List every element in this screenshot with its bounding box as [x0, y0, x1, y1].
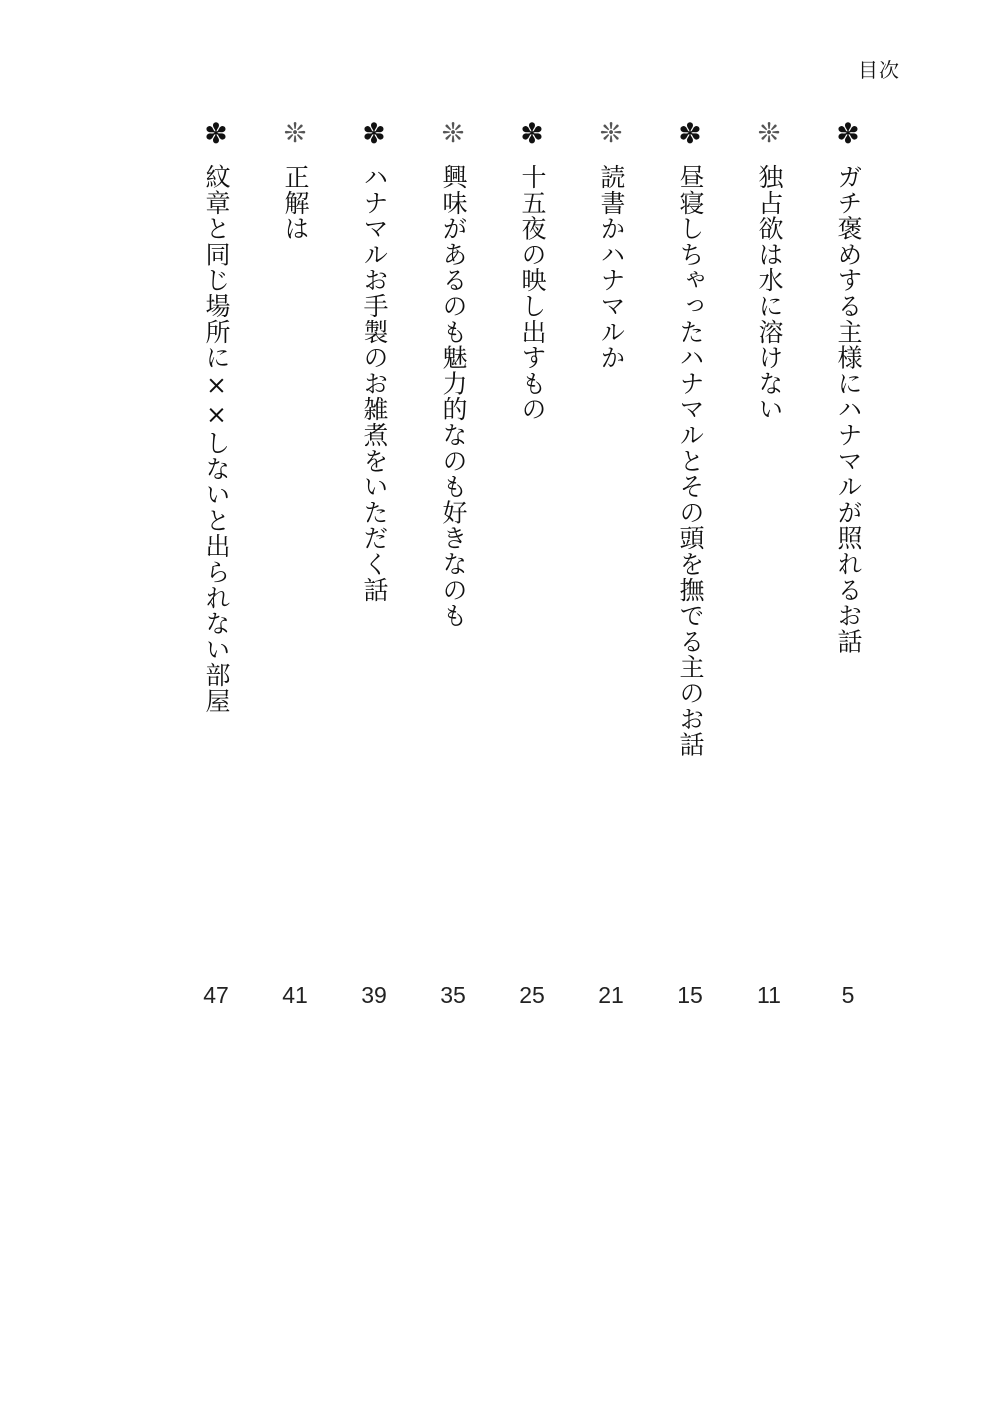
toc-entry[interactable] [668, 112, 712, 1022]
toc-entry-title: ガチ褒めする主様にハナマルが照れるお話 [834, 164, 863, 655]
toc-entry-page: 39 [361, 982, 387, 1008]
page-title: 目次 [858, 58, 900, 82]
toc-entry-page: 5 [841, 982, 855, 1008]
toc-entry-page: 11 [757, 982, 781, 1008]
toc-entry-page: 15 [677, 982, 703, 1008]
toc-entry-page: 35 [440, 982, 466, 1008]
flower-mark-icon: ✽ [520, 117, 544, 150]
flower-outline-icon: ❊ [283, 118, 307, 149]
flower-mark-icon: ✽ [362, 117, 386, 150]
toc-entry-title: 昼寝しちゃったハナマルとその頭を撫でる主のお話 [676, 164, 705, 758]
toc-entry-page: 25 [519, 982, 545, 1008]
toc-entry[interactable] [826, 112, 870, 1022]
toc-entry[interactable] [352, 112, 396, 1022]
toc-entry-page: 47 [203, 982, 229, 1008]
flower-outline-icon: ❊ [441, 118, 465, 149]
toc-entry[interactable] [273, 112, 317, 1022]
toc-entry-page: 41 [282, 982, 308, 1008]
flower-mark-icon: ✽ [678, 117, 702, 150]
toc-entry[interactable] [747, 112, 791, 1022]
flower-mark-icon: ✽ [836, 117, 860, 150]
toc-entry[interactable] [194, 112, 238, 1022]
flower-outline-icon: ❊ [599, 118, 623, 149]
toc-entry-title: 興味があるのも魅力的なのも好きなのも [439, 164, 468, 629]
toc-entry-title: 独占欲は水に溶けない [755, 164, 784, 422]
toc-entry[interactable] [510, 112, 554, 1022]
toc-entry-title: 正解は [281, 164, 310, 242]
toc-entry-title: 紋章と同じ場所に××しないと出られない部屋 [202, 164, 231, 714]
toc-entry-page: 21 [598, 982, 624, 1008]
toc-entry[interactable] [431, 112, 475, 1022]
toc-entry-title: ハナマルお手製のお雑煮をいただく話 [360, 164, 389, 603]
flower-outline-icon: ❊ [757, 118, 781, 149]
toc-entry-title: 読書かハナマルか [597, 164, 626, 371]
toc-entry[interactable] [589, 112, 633, 1022]
flower-mark-icon: ✽ [204, 117, 228, 150]
toc-entry-title: 十五夜の映し出すもの [518, 164, 547, 422]
